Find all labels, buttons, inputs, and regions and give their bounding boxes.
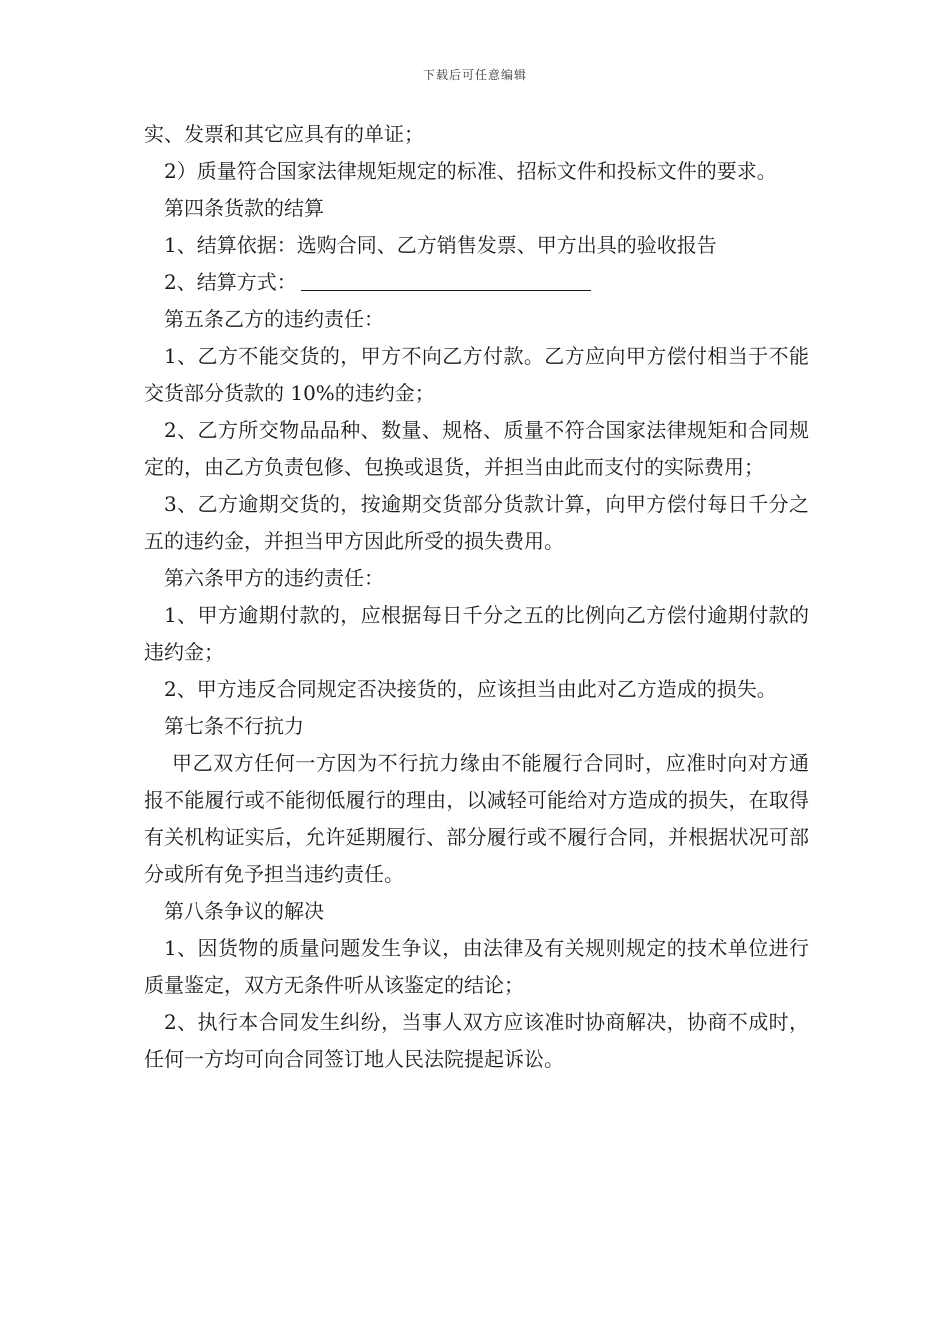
paragraph-continuation: 实、发票和其它应具有的单证； <box>144 122 424 146</box>
list-item: 2、甲方违反合同规定否决接货的，应该担当由此对乙方造成的损失。 <box>164 677 777 701</box>
page-header: 下载后可任意编辑 <box>422 68 527 82</box>
section-heading: 第四条货款的结算 <box>164 196 324 220</box>
body-paragraph: 甲乙双方任何一方因为不行抗力缘由不能履行合同时，应准时向对方通报不能履行或不能彻低履行的理由，以减轻可能给对方造成的损失，在取得有关机构证实后，允许延期履行、部分履行或不履行合同，并根据状况可部分或所有免予担当违约责任。 <box>144 751 809 886</box>
list-item: 3、乙方逾期交货的，按逾期交货部分货款计算，向甲方偿付每日千分之五的违约金，并担当甲方因此所受的损失费用。 <box>144 492 809 553</box>
document-body <box>144 116 809 1078</box>
list-item: 2、乙方所交物品品种、数量、规格、质量不符合国家法律规矩和合同规定的，由乙方负责包修、包换或退货，并担当由此而支付的实际费用； <box>144 418 809 479</box>
fill-in-blank-line <box>301 268 591 291</box>
list-item-with-blank <box>144 264 809 301</box>
section-heading: 第八条争议的解决 <box>164 899 324 923</box>
section-heading: 第五条乙方的违约责任： <box>164 307 384 331</box>
list-item: 1、甲方逾期付款的，应根据每日千分之五的比例向乙方偿付逾期付款的违约金； <box>144 603 809 664</box>
list-item: 2）质量符合国家法律规矩规定的标准、招标文件和投标文件的要求。 <box>164 159 777 183</box>
section-heading: 第七条不行抗力 <box>164 714 304 738</box>
settlement-method-label: 2、结算方式： <box>164 270 297 294</box>
list-item: 1、结算依据：选购合同、乙方销售发票、甲方出具的验收报告 <box>164 233 717 257</box>
list-item: 1、因货物的质量问题发生争议，由法律及有关规则规定的技术单位进行质量鉴定，双方无条件听从该鉴定的结论； <box>144 936 809 997</box>
section-heading: 第六条甲方的违约责任： <box>164 566 384 590</box>
list-item: 1、乙方不能交货的，甲方不向乙方付款。乙方应向甲方偿付相当于不能交货部分货款的 10%的违约金； <box>144 344 809 405</box>
list-item: 2、执行本合同发生纠纷，当事人双方应该准时协商解决，协商不成时，任何一方均可向合同签订地人民法院提起诉讼。 <box>144 1010 809 1071</box>
